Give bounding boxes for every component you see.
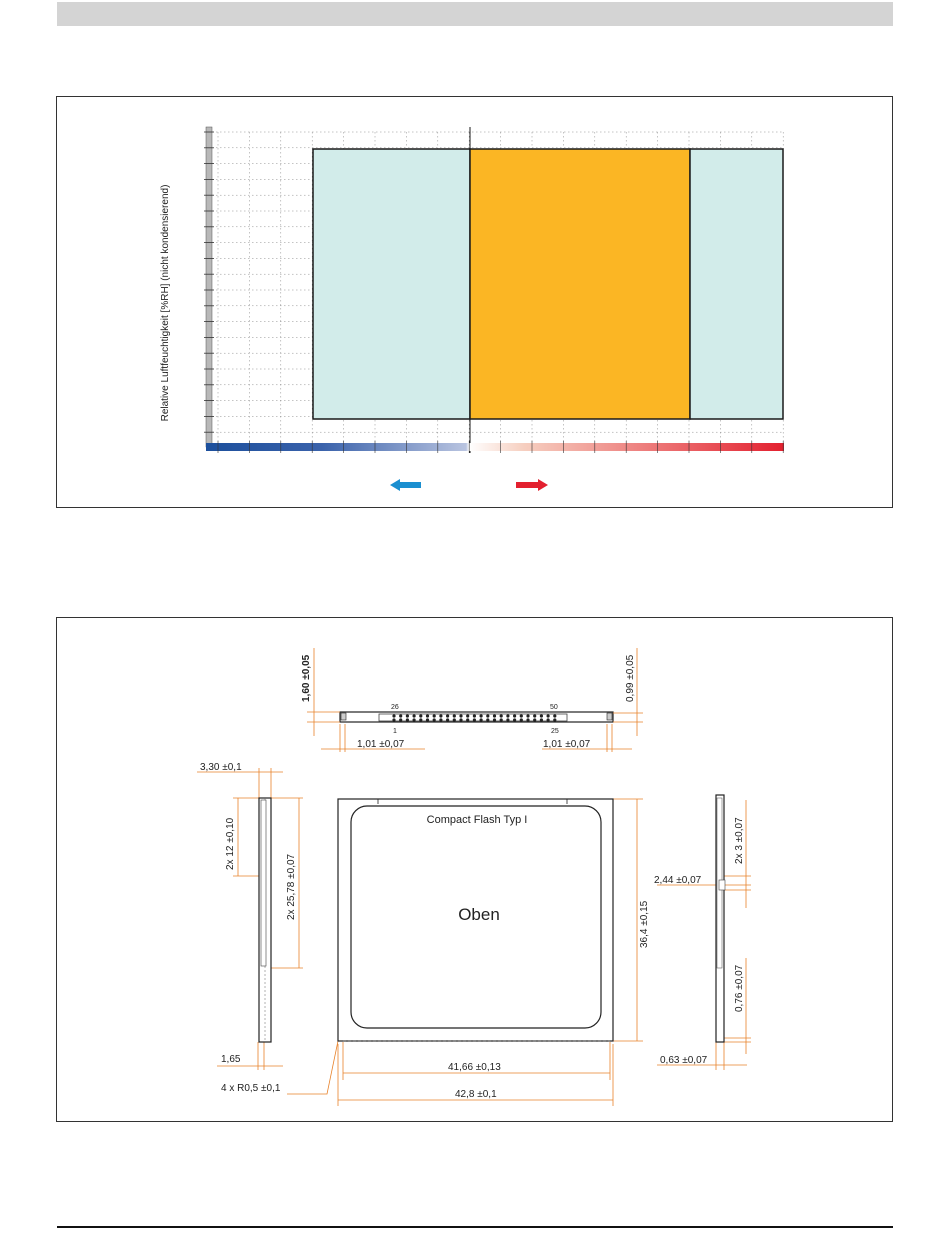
connector-pin: [500, 714, 503, 717]
connector-pin: [413, 718, 416, 721]
connector-pin: [547, 718, 550, 721]
dim-right-thickness: 0,63 ±0,07: [660, 1055, 708, 1066]
connector-pin: [547, 714, 550, 717]
y-axis-label: Relative Luftfeuchtigkeit [%RH] (nicht kondensierend): [160, 184, 171, 422]
humidity-chart-svg: [57, 97, 894, 509]
dim-right-slot: 0,76 ±0,07: [734, 964, 745, 1012]
connector-pin: [493, 714, 496, 717]
card-side-label: Oben: [458, 905, 500, 924]
humidity-chart-frame: [56, 96, 893, 508]
card-label: Compact Flash Typ I: [426, 814, 528, 826]
connector-pin: [439, 718, 442, 721]
connector-pin: [433, 718, 436, 721]
connector-pin: [392, 714, 395, 717]
dim-bottom-right-offset: 1,01 ±0,07: [543, 739, 591, 750]
dimension-drawing-frame: [56, 617, 893, 1122]
connector-pin: [399, 714, 402, 717]
dim-inner-width: 41,66 ±0,13: [448, 1062, 501, 1073]
connector-pin: [513, 718, 516, 721]
connector-pin: [520, 714, 523, 717]
connector-pin: [486, 714, 489, 717]
connector-pin: [486, 718, 489, 721]
connector-pin: [419, 718, 422, 721]
dim-side-slot-length: 2x 25,78 ±0,07: [286, 853, 297, 920]
connector-pin: [480, 718, 483, 721]
connector-pin: [473, 718, 476, 721]
dim-thickness: 3,30 ±0,1: [200, 762, 242, 773]
temperature-scale-bar: [206, 443, 784, 451]
dimension-drawing-svg: [57, 618, 894, 1123]
connector-pin: [493, 718, 496, 721]
connector-pin: [553, 718, 556, 721]
left-side-view: [259, 798, 271, 1042]
connector-pin: [526, 714, 529, 717]
connector-pin: [439, 714, 442, 717]
dim-side-slot-spacing: 2x 12 ±0,10: [225, 817, 236, 870]
connector-pin: [513, 714, 516, 717]
connector-pin: [406, 714, 409, 717]
connector-pin: [520, 718, 523, 721]
dim-right-notch-length: 2x 3 ±0,07: [734, 817, 745, 864]
zone-middle: [470, 149, 690, 419]
footer-rule: [57, 1226, 893, 1228]
dim-top-left-height: 1,60 ±0,05: [301, 654, 312, 702]
connector-pin: [533, 718, 536, 721]
zone-left: [313, 149, 470, 419]
connector-pin: [480, 714, 483, 717]
connector-pin: [426, 718, 429, 721]
connector-pin: [392, 718, 395, 721]
connector-pin: [466, 718, 469, 721]
dim-top-right-height: 0,99 ±0,05: [625, 654, 636, 702]
connector-pin: [426, 714, 429, 717]
connector-pin: [506, 714, 509, 717]
connector-pin: [553, 714, 556, 717]
dim-corner-radius: 4 x R0,5 ±0,1: [221, 1083, 281, 1094]
connector-pin: [500, 718, 503, 721]
connector-pin: [506, 718, 509, 721]
right-side-view: [716, 795, 725, 1042]
pin-label-1: 1: [393, 728, 397, 735]
connector-pin: [413, 714, 416, 717]
dim-bottom-left-offset: 1,01 ±0,07: [357, 739, 405, 750]
connector-pin: [399, 718, 402, 721]
arrow-hot-icon: [516, 479, 548, 491]
connector-pin: [466, 714, 469, 717]
connector-pin: [533, 714, 536, 717]
dim-height: 36,4 ±0,15: [639, 900, 650, 948]
connector-pin: [459, 718, 462, 721]
connector-pin: [453, 718, 456, 721]
connector-pin: [540, 718, 543, 721]
pin-label-25: 25: [551, 728, 559, 735]
connector-pin: [446, 714, 449, 717]
pin-label-50: 50: [550, 704, 558, 711]
card-top-view: [338, 799, 613, 1041]
connector-pin: [446, 718, 449, 721]
connector-pin: [473, 714, 476, 717]
connector-view: [340, 704, 613, 735]
zone-right: [690, 149, 783, 419]
dim-right-notch-offset: 2,44 ±0,07: [654, 875, 702, 886]
header-bar: [57, 2, 893, 26]
pin-label-26: 26: [391, 704, 399, 711]
connector-pin: [433, 714, 436, 717]
connector-pin: [540, 714, 543, 717]
connector-pin: [419, 714, 422, 717]
connector-pin: [406, 718, 409, 721]
connector-pin: [526, 718, 529, 721]
dim-side-edge: 1,65: [221, 1054, 241, 1065]
connector-pin: [459, 714, 462, 717]
y-scale-bar: [206, 127, 212, 447]
dim-outer-width: 42,8 ±0,1: [455, 1089, 497, 1100]
arrow-cold-icon: [390, 479, 421, 491]
connector-pin: [453, 714, 456, 717]
